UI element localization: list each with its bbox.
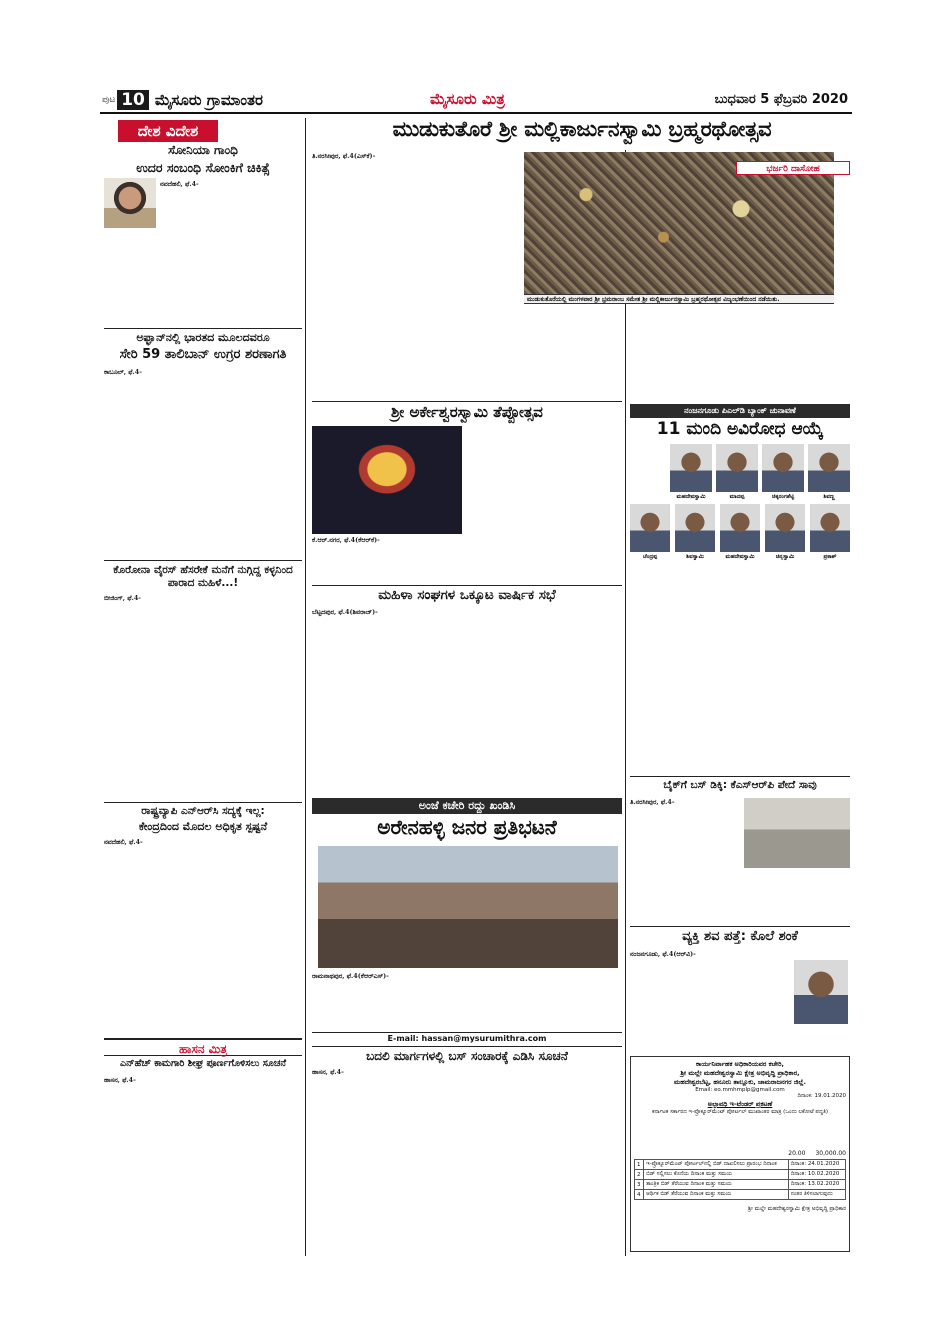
table-cell: ಇ-ಪ್ರೊಕ್ಯೂರ್‌ಮೆಂಟ್ ಪೋರ್ಟಲ್‌ನಲ್ಲಿ ಬಿಡ್ ದಾಖಲಿಸಲು ಪ್ರಾರಂಭ ದಿನಾಂಕ [644,1160,789,1170]
member-photo [765,504,805,552]
victim-photo [794,960,848,1024]
table-cell: 3 [635,1180,644,1190]
story-divider [104,802,302,803]
women-federation-headline: ಮಹಿಳಾ ಸಂಘಗಳ ಒಕ್ಕೂಟ ವಾರ್ಷಿಕ ಸಭೆ [378,587,556,603]
nrc-kicker: ರಾಷ್ಟ್ರವ್ಯಾಪಿ ಎನ್‌ಆರ್‌ಸಿ ಸದ್ಯಕ್ಕೆ ಇಲ್ಲ: [141,805,265,817]
bharjari-story-cont [736,312,850,400]
section-banner-hassan-mitra: ಹಾಸನ ಮಿತ್ರ [104,1038,302,1056]
women-story-col3 [520,608,622,794]
bus-story-col2 [416,1068,516,1250]
member-photo [762,444,804,492]
corona-story: ಬೀಜಿಂಗ್, ಫೆ.4- [104,594,141,602]
table-cell: 1 [635,1160,644,1170]
member-name: ಮಾದಪ್ಪ [729,494,745,500]
teppotsava-headline: ಶ್ರೀ ಅರ್ಕೇಶ್ವರಸ್ವಾಮಿ ತೆಪ್ಪೋತ್ಸವ [391,403,543,421]
table-cell: ಬಿಡ್ ಸಲ್ಲಿಸಲು ಕೊನೆಯ ದಿನಾಂಕ ಮತ್ತು ಸಮಯ [644,1170,789,1180]
member-name: ಚಿಕ್ಕರಂಗಶೆಟ್ಟಿ [771,494,795,500]
sonia-story-body [104,230,302,326]
member-name: ಚಿನ್ನಸ್ವಾಮಿ [775,554,795,560]
member-name: ಶಿವಸ್ವಾಮಿ [686,554,704,560]
page-number: 10 [117,90,149,110]
protest-headline: ಅರೇನಹಳ್ಳಿ ಜನರ ಪ್ರತಿಭಟನೆ [377,815,557,839]
tender-email: Email: eo.mmhmplp@gmail.com [695,1087,785,1093]
tender-amounts [634,1150,846,1157]
tender-amount: 30,000.00 [815,1150,846,1157]
teppotsava-story: ಕೆ.ಆರ್.ನಗರ, ಫೆ.4(ಕೆಆರ್‌ಕೆ)- [312,536,380,544]
table-row [635,1170,846,1180]
member-name: ಚೆಂದ್ರಪ್ಪ [642,554,658,560]
member-name: ಮಹದೇವಸ್ವಾಮಿ [676,494,706,500]
teppotsava-photo [312,426,462,534]
column-rule [305,118,306,1256]
bharjari-banner: ಭರ್ಜರಿ ದಾಸೋಹ [736,161,850,175]
protest-story-col1: ರಾಮನಾಥಪುರ, ಫೆ.4(ಕೆಆರ್‌ಎಸ್)- [312,972,389,980]
page-number-box [100,90,263,110]
protest-photo [318,846,618,968]
section-title: ಮೈಸೂರು ಗ್ರಾಮಾಂತರ [154,91,263,109]
taliban-headline: ಸೇರಿ 59 ತಾಲಿಬಾನ್ ಉಗ್ರರ ಶರಣಾಗತಿ [119,347,287,362]
member-name: ಪ್ರಕಾಶ್ [823,554,837,560]
bus-headline: ಬದಲಿ ಮಾರ್ಗಗಳಲ್ಲಿ ಬಸ್ ಸಂಚಾರಕ್ಕೆ ಎಡಿಸಿ ಸೂಚನೆ [366,1049,568,1063]
teppotsava-story-right [466,426,622,534]
table-cell: ಆರ್ಥಿಕ ಬಿಡ್ ತೆರೆಯುವ ದಿನಾಂಕ ಮತ್ತು ಸಮಯ [644,1190,789,1200]
bike-story-cont [744,870,850,922]
column-rule [625,150,626,1256]
story-divider [312,1046,622,1047]
tender-schedule-table [634,1159,846,1200]
nrc-headline: ಕೇಂದ್ರದಿಂದ ಮೊದಲ ಅಧಿಕೃತ ಸ್ಪಷ್ಟನೆ [138,820,268,833]
newspaper-brand: ಮೈಸೂರು ಮಿತ್ರ [430,90,505,108]
table-cell: 4 [635,1190,644,1200]
table-row [635,1180,846,1190]
member-photos-row2 [630,504,850,560]
sonia-photo [104,178,156,228]
member-photo [716,444,758,492]
table-cell: ದಿನಾಂಕ: 24.01.2020 [788,1160,845,1170]
tender-subtitle: ಕರ್ನಾಟಕ ಸರ್ಕಾರದ ಇ-ಪ್ರೊಕ್ಯೂರ್‌ಮೆಂಟ್ ಪೋರ್ಟಲ್ ಮುಖಾಂತರ ಮಾತ್ರ (ಒಂದು ಲಕೋಟೆ ಪದ್ಧತಿ) [651,1109,829,1115]
story-divider [104,560,302,561]
bharjari-story [736,178,850,308]
body-found-headline: ವ್ಯಕ್ತಿ ಶವ ಪತ್ತೆ: ಕೊಲೆ ಶಂಕೆ [682,929,798,944]
member-names-row2 [630,554,850,561]
table-cell: ತಾಂತ್ರಿಕ ಬಿಡ್ ತೆರೆಯುವ ದಿನಾಂಕ ಮತ್ತು ಸಮಯ [644,1180,789,1190]
bus-story-col3 [520,1068,622,1250]
table-cell: 2 [635,1170,644,1180]
unopposed-headline: 11 ಮಂದಿ ಅವಿರೋಧ ಆಯ್ಕೆ [656,419,824,439]
member-photo [810,504,850,552]
story-divider [104,328,302,329]
body-story: ನಂಜನಗೂಡು, ಫೆ.4(ಆರ್‌ವಿ)- [630,950,696,958]
protest-story-col2 [466,972,622,1030]
nh-headline: ಎನ್‌ಹೆಚ್ ಕಾಮಗಾರಿ ಶೀಘ್ರ ಪೂರ್ಣಗೊಳಿಸಲು ಸೂಚನೆ [119,1058,286,1069]
women-story-col2 [416,608,516,794]
member-photo [720,504,760,552]
bike-accident-headline: ಬೈಕ್‌ಗೆ ಬಸ್ ಡಿಕ್ಕಿ: ಕೆಎಸ್‌ಆರ್‌ಪಿ ಪೇದೆ ಸಾವು [663,779,817,791]
main-story-col1: ತಿ.ನರಸೀಪುರ, ಫೆ.4(ಎಸ್‌ಕೆ)- [312,152,376,160]
taliban-kicker: ಅಫ್ಘಾನ್‌ನಲ್ಲಿ ಭಾರತದ ಮೂಲದವರೂ [136,331,270,344]
masthead [100,88,852,114]
nanjangud-kicker: ನಂಜನಗೂಡು ಪಿಎಲ್‌ಡಿ ಬ್ಯಾಂಕ್ ಚುನಾವಣೆ [630,404,850,418]
table-cell: ದಿನಾಂಕ: 13.02.2020 [788,1180,845,1190]
anje-kicker: ಅಂಜೆ ಕಚೇರಿ ರದ್ದು ಖಂಡಿಸಿ [312,798,622,814]
tender-temple: ಶ್ರೀ ಮಲ್ಲೇ ಮಹದೇಶ್ವರಸ್ವಾಮಿ ಕ್ಷೇತ್ರ ಅಭಿವೃದ್ಧಿ ಪ್ರಾಧಿಕಾರ, [680,1069,800,1077]
page-label: ಪುಟ [102,95,116,105]
tender-body [634,1118,846,1148]
main-story-col4 [630,306,730,400]
story-divider [312,401,622,402]
story-divider [312,1032,622,1033]
unopposed-story [630,566,850,770]
section-banner-desha-videsha: ದೇಶ ವಿದೇಶ [118,120,218,142]
member-photo [808,444,850,492]
sonia-kicker: ಸೋನಿಯಾ ಗಾಂಧಿ [168,143,238,157]
story-divider [312,585,622,586]
member-name: ಶಿವಣ್ಣ [823,494,835,500]
nh-story-col1: ಹಾಸನ, ಫೆ.4- [104,1076,136,1084]
hassan-email: E-mail: hassan@mysurumithra.com [387,1034,547,1043]
bus-story-col1: ಹಾಸನ, ಫೆ.4- [312,1068,344,1076]
main-story-col3 [524,306,620,386]
story-divider [630,776,850,777]
main-headline: ಮುಡುಕುತೊರೆ ಶ್ರೀ ಮಲ್ಲಿಕಾರ್ಜುನಸ್ವಾಮಿ ಬ್ರಹ್ಮರಥೋತ್ಸವ [392,117,772,141]
tender-date: ದಿನಾಂಕ: 19.01.2020 [797,1093,846,1099]
tender-fee: 20.00 [788,1150,806,1157]
sonia-headline: ಉದರ ಸಂಬಂಧಿ ಸೋಂಕಿಗೆ ಚಿಕಿತ್ಸೆ [136,160,270,175]
member-photo [670,444,712,492]
tender-office: ಕಾರ್ಯನಿರ್ವಾಹಕ ಅಧಿಕಾರಿಯವರ ಕಚೇರಿ, [695,1060,785,1068]
story-divider [630,926,850,927]
tender-title: ಅಲ್ಪಾವಧಿ ಇ-ಟೆಂಡರ್ ಪ್ರಕಟಣೆ [707,1100,773,1108]
accident-photo [744,798,850,868]
main-story-col2 [422,152,522,384]
table-cell: ನಂತರ ತಿಳಿಸಲಾಗುವುದು [788,1190,845,1200]
table-cell: ದಿನಾಂಕ: 10.02.2020 [788,1170,845,1180]
corona-headline: ಕೊರೋನಾ ವೈರಸ್ ಹೆಸರೇಕೆ ಮನೆಗೆ ನುಗ್ಗಿದ್ದ ಕಳ್ಳನಿಂದ ಪಾರಾದ ಮಹಿಳೆ...! [113,564,293,589]
table-row [635,1190,846,1200]
nrc-story: ನವದೆಹಲಿ, ಫೆ.4- [104,838,143,846]
sonia-story-lead: ನವದೆಹಲಿ, ಫೆ.4- [160,180,199,188]
bike-story: ತಿ.ನರಸೀಪುರ, ಫೆ.4- [630,798,675,806]
nh-story-col2 [206,1076,302,1248]
member-names-row1 [630,494,850,501]
taliban-story: ಕಾಬೂಲ್, ಫೆ.4- [104,368,142,376]
member-photo [675,504,715,552]
member-photo [630,504,670,552]
tender-notice [630,1056,850,1252]
tender-signature: ಶ್ರೀ ಮಲ್ಲೇ ಮಹದೇಶ್ವರಸ್ವಾಮಿ ಕ್ಷೇತ್ರ ಅಭಿವೃದ್ಧಿ ಪ್ರಾಧಿಕಾರ [748,1206,846,1212]
tender-place: ಮಹದೇಶ್ವರಬೆಟ್ಟ, ಹನೂರು ತಾಲ್ಲೂಕು, ಚಾಮರಾಜನಗರ ಜಿಲ್ಲೆ. [674,1078,806,1086]
issue-date: ಬುಧವಾರ 5 ಫೆಬ್ರವರಿ 2020 [714,92,848,107]
member-name: ಮಹದೇವಸ್ವಾಮಿ [725,554,755,560]
rathotsava-caption: ಮುಡುಕುತೊರೆಯಲ್ಲಿ ಮಂಗಳವಾರ ಶ್ರೀ ಭ್ರಮರಾಂಬ ಸಮೇತ ಶ್ರೀ ಮಲ್ಲಿಕಾರ್ಜುನಸ್ವಾಮಿ ಬ್ರಹ್ಮರಥೋತ್ಸವ ವಿಜೃಂಭಣೆಯಿಂದ ನಡೆಯಿತು. [524,294,834,304]
newspaper-page [100,88,852,1256]
table-row [635,1160,846,1170]
women-story-col1: ಬೆಟ್ಟದಪುರ, ಫೆ.4(ಶಿವರಾಜ್)- [312,608,378,616]
